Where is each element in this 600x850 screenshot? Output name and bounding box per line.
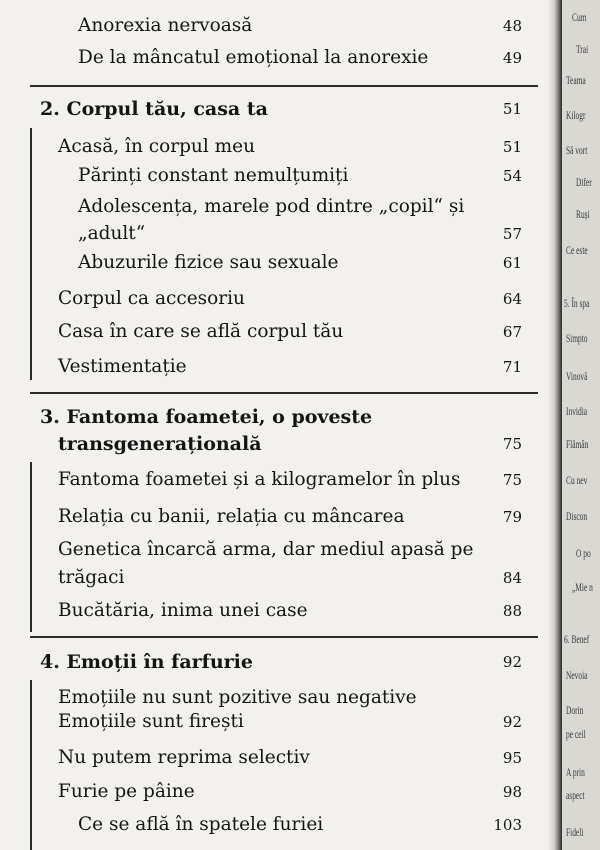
adjacent-page-edge <box>562 0 600 850</box>
toc-entry-page: 103 <box>493 816 522 834</box>
toc-entry-page: 98 <box>502 783 522 801</box>
toc-entry-label: Nu putem reprima selectiv <box>58 747 310 768</box>
toc-entry-label: Vestimentație <box>58 356 187 377</box>
indent-rule <box>30 462 32 632</box>
toc-entry-page: 88 <box>502 602 522 620</box>
section-divider <box>30 636 538 638</box>
toc-entry-page: 64 <box>502 290 522 308</box>
adjacent-page-text: aspect <box>566 788 585 802</box>
toc-entry-label: Abuzurile fizice sau sexuale <box>78 252 339 273</box>
toc-entry-page: 48 <box>502 17 522 35</box>
adjacent-page-text: 6. Benef <box>564 632 590 646</box>
toc-entry-page: 92 <box>502 653 522 671</box>
toc-entry-page: 57 <box>502 225 522 243</box>
toc-entry-label: Bucătăria, inima unei case <box>58 600 308 621</box>
toc-chapter-title: transgenerațională <box>58 433 262 455</box>
toc-entry-label: Fantoma foametei și a kilogramelor în plus <box>58 469 461 490</box>
toc-entry-page: 51 <box>502 138 522 156</box>
toc-entry-label: Părinți constant nemulțumiți <box>78 165 349 186</box>
toc-entry-label: trăgaci <box>58 567 125 588</box>
adjacent-page-text: Discon <box>566 509 588 523</box>
section-divider <box>30 392 538 394</box>
toc-entry-page: 84 <box>502 569 522 587</box>
toc-entry-label: Furie pe pâine <box>58 781 195 802</box>
toc-entry-page: 71 <box>502 358 522 376</box>
toc-entry-label: Acasă, în corpul meu <box>58 136 256 157</box>
toc-entry-label: De la mâncatul emoțional la anorexie <box>78 47 429 68</box>
toc-entry-page: 67 <box>502 323 522 341</box>
adjacent-page-text: Dorin <box>566 703 584 717</box>
toc-entry-label: „adult“ <box>78 223 146 244</box>
indent-rule <box>30 128 32 380</box>
adjacent-page-text: pe ceil <box>566 727 586 741</box>
adjacent-page-text: 5. În spa <box>564 296 590 310</box>
adjacent-page-text: Vinovă <box>566 369 588 383</box>
adjacent-page-text: Nevoia <box>566 668 588 682</box>
indent-rule <box>30 680 32 850</box>
adjacent-page-text: Simpto <box>566 331 588 345</box>
adjacent-page-text: Ruși <box>576 207 590 221</box>
toc-entry-label: Corpul ca accesoriu <box>58 288 245 309</box>
toc-entry-page: 79 <box>502 508 522 526</box>
adjacent-page-text: Flămân <box>566 437 589 451</box>
toc-entry-label: Ce se află în spatele furiei <box>78 814 324 835</box>
toc-entry-page: 92 <box>502 713 522 731</box>
toc-chapter-title: 2. Corpul tău, casa ta <box>40 98 268 120</box>
toc-entry-page: 51 <box>502 100 522 118</box>
toc-entry-label: Emoțiile sunt firești <box>58 711 244 732</box>
toc-entry-page: 75 <box>502 471 522 489</box>
toc-entry-label: Casa în care se află corpul tău <box>58 321 344 342</box>
toc-entry-label: Adolescența, marele pod dintre „copil“ și <box>78 196 465 217</box>
adjacent-page-text: Difer <box>576 175 592 189</box>
adjacent-page-text: Ce este <box>566 243 588 257</box>
adjacent-page-text: Trai <box>576 42 589 56</box>
toc-entry-page: 54 <box>502 167 522 185</box>
adjacent-page-text: Invidia <box>566 404 588 418</box>
adjacent-page-text: A prin <box>566 765 585 779</box>
adjacent-page-text: „Mie n <box>572 580 593 594</box>
book-gutter-shadow <box>548 0 562 850</box>
toc-entry-label: Anorexia nervoasă <box>78 15 253 36</box>
toc-chapter-title: 4. Emoții în farfurie <box>40 651 253 673</box>
adjacent-page-text: Cu nev <box>566 473 588 487</box>
adjacent-page-text: Să vort <box>566 143 588 157</box>
adjacent-page-text: Cum <box>572 10 587 24</box>
section-divider <box>30 85 538 87</box>
toc-entry-label: Relația cu banii, relația cu mâncarea <box>58 506 405 527</box>
adjacent-page-text: Teama <box>566 73 586 87</box>
toc-entry-page: 49 <box>502 49 522 67</box>
adjacent-page-text: Fideli <box>566 825 584 839</box>
toc-entry-label: Emoțiile nu sunt pozitive sau negative <box>58 687 417 708</box>
toc-entry-page: 75 <box>502 435 522 453</box>
toc-entry-page: 61 <box>502 254 522 272</box>
toc-chapter-title: 3. Fantoma foametei, o poveste <box>40 406 373 428</box>
toc-entry-page: 95 <box>502 749 522 767</box>
adjacent-page-text: Kilogr <box>566 108 586 122</box>
adjacent-page-text: O po <box>576 546 591 560</box>
toc-entry-label: Genetica încarcă arma, dar mediul apasă pe <box>58 539 474 560</box>
